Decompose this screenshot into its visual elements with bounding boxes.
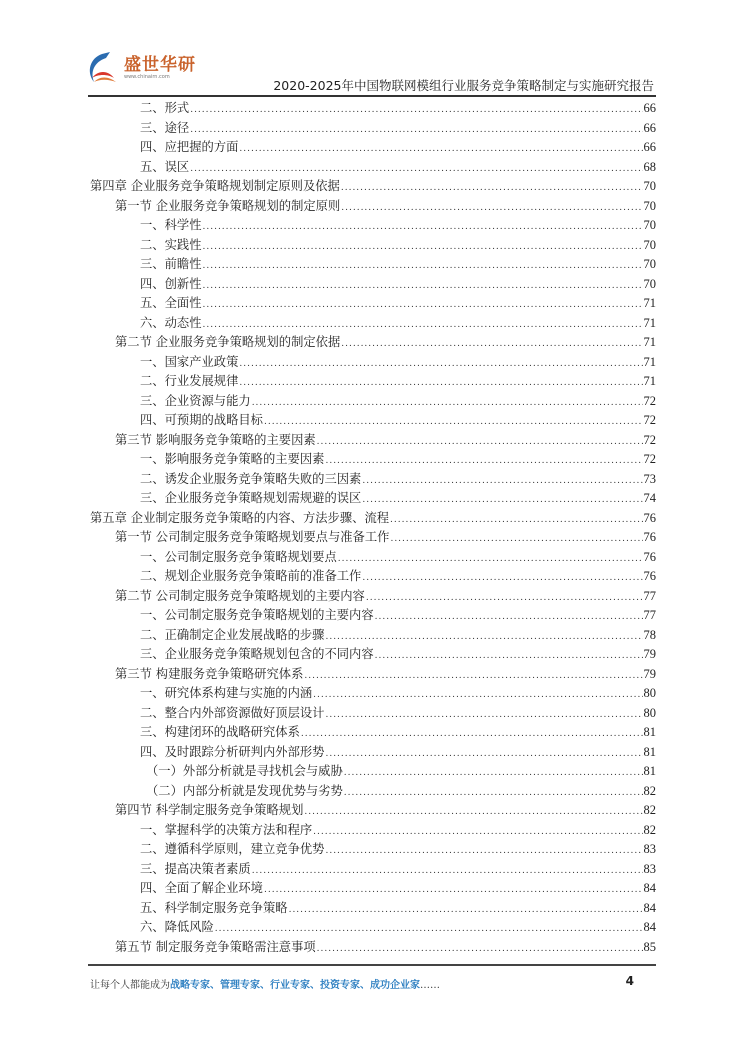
toc-leader-dots (239, 374, 642, 394)
toc-entry-label: （一）外部分析就是寻找机会与威胁 (146, 764, 343, 778)
toc-entry-label: 第一节 公司制定服务竞争策略规划要点与准备工作 (115, 530, 390, 544)
toc-entry-label: 六、动态性 (140, 315, 202, 330)
toc-entry-page: 66 (643, 120, 656, 135)
toc-leader-dots (252, 394, 643, 414)
toc-entry-page: 76 (643, 530, 656, 544)
toc-entry-label: 四、全面了解企业环境 (140, 881, 263, 895)
toc-entry[interactable] (90, 938, 656, 958)
toc-entry-label: 第二节 公司制定服务竞争策略规划的主要内容 (115, 588, 365, 603)
toc-entry-page: 70 (643, 198, 656, 213)
header-divider (88, 95, 656, 97)
toc-entry-label: 二、诱发企业服务竞争策略失败的三因素 (140, 471, 362, 486)
toc-entry-page: 81 (643, 744, 656, 759)
slogan-highlight: 战略专家、管理专家、行业专家、投资专家、成功企业家 (170, 980, 420, 991)
toc-entry-label: 二、规划企业服务竞争策略前的准备工作 (140, 569, 362, 583)
toc-entry[interactable] (90, 879, 656, 899)
toc-entry-label: 五、误区 (140, 159, 190, 174)
toc-entry[interactable] (90, 294, 656, 314)
toc-entry-page: 80 (643, 686, 656, 700)
logo-text: 盛世华研 (124, 55, 196, 75)
toc-entry-page: 72 (643, 393, 656, 408)
toc-leader-dots (362, 569, 642, 589)
toc-entry[interactable] (90, 392, 656, 412)
toc-entry-page: 83 (643, 842, 656, 856)
toc-entry[interactable] (90, 275, 656, 295)
toc-entry-page: 70 (643, 179, 656, 193)
toc-entry[interactable] (90, 704, 656, 724)
toc-leader-dots (317, 433, 643, 453)
toc-entry-label: 第三节 影响服务竞争策略的主要因素 (115, 432, 316, 447)
toc-entry-page: 71 (643, 354, 656, 369)
toc-entry-page: 84 (643, 900, 656, 915)
toc-leader-dots (203, 257, 643, 277)
toc-entry[interactable] (90, 509, 656, 529)
toc-entry[interactable] (90, 255, 656, 275)
toc-entry-page: 78 (643, 627, 656, 642)
toc-entry[interactable] (90, 353, 656, 373)
toc-entry-label: 一、影响服务竞争策略的主要因素 (140, 452, 325, 466)
toc-entry[interactable] (90, 899, 656, 919)
slogan-suffix: …… (420, 980, 440, 991)
toc-leader-dots (375, 647, 643, 667)
toc-leader-dots (203, 238, 643, 258)
toc-entry-page: 70 (643, 257, 656, 271)
toc-entry-label: 一、国家产业政策 (140, 354, 239, 369)
toc-leader-dots (190, 101, 642, 121)
toc-leader-dots (341, 199, 642, 219)
toc-entry-page: 71 (643, 296, 656, 310)
toc-leader-dots (190, 121, 642, 141)
toc-entry-page: 81 (643, 764, 656, 778)
toc-entry-page: 79 (643, 647, 656, 661)
toc-leader-dots (325, 452, 642, 472)
toc-entry[interactable] (90, 158, 656, 178)
toc-entry[interactable] (90, 197, 656, 217)
toc-leader-dots (313, 686, 642, 706)
toc-entry[interactable] (90, 645, 656, 665)
toc-entry[interactable] (90, 821, 656, 841)
toc-entry[interactable] (90, 431, 656, 451)
toc-entry[interactable] (90, 567, 656, 587)
toc-entry-label: 一、研究体系构建与实施的内涵 (140, 686, 313, 700)
toc-entry-page: 82 (643, 822, 656, 837)
toc-entry-page: 66 (643, 140, 656, 154)
toc-leader-dots (390, 511, 642, 531)
toc-entry[interactable] (90, 801, 656, 821)
toc-entry-page: 79 (643, 666, 656, 681)
toc-entry-label: 四、可预期的战略目标 (140, 413, 263, 427)
toc-entry-label: 第四章 企业服务竞争策略规划制定原则及依据 (90, 179, 340, 193)
toc-entry-page: 66 (643, 101, 656, 115)
toc-entry-label: 第五节 制定服务竞争策略需注意事项 (115, 939, 316, 954)
toc-entry[interactable] (90, 782, 656, 802)
toc-entry-label: 一、科学性 (140, 218, 202, 232)
toc-entry[interactable] (90, 138, 656, 158)
toc-entry-page: 82 (643, 783, 656, 798)
toc-leader-dots (362, 472, 642, 492)
toc-leader-dots (304, 667, 642, 687)
toc-leader-dots (362, 491, 642, 511)
toc-entry[interactable] (90, 684, 656, 704)
toc-leader-dots (264, 881, 643, 901)
toc-leader-dots (366, 589, 643, 609)
document-title: 2020-2025年中国物联网模组行业服务竞争策略制定与实施研究报告 (273, 78, 654, 93)
footer-divider (88, 964, 656, 966)
toc-leader-dots (301, 725, 643, 745)
toc-entry[interactable] (90, 528, 656, 548)
toc-entry[interactable] (90, 450, 656, 470)
toc-entry-label: 二、整合内外部资源做好顶层设计 (140, 705, 325, 720)
toc-entry-page: 70 (643, 276, 656, 291)
toc-entry-label: 第三节 构建服务竞争策略研究体系 (115, 666, 304, 681)
toc-leader-dots (344, 784, 643, 804)
toc-entry-label: （二）内部分析就是发现优势与劣势 (146, 783, 343, 798)
toc-leader-dots (325, 842, 642, 862)
toc-entry-label: 二、正确制定企业发展战略的步骤 (140, 627, 325, 642)
toc-entry-page: 84 (643, 920, 656, 934)
toc-entry-page: 71 (643, 315, 656, 330)
toc-leader-dots (203, 277, 643, 297)
slogan-prefix: 让每个人都能成为 (90, 980, 170, 991)
toc-entry[interactable] (90, 606, 656, 626)
toc-entry-label: 第四节 科学制定服务竞争策略规划 (115, 803, 304, 817)
toc-entry[interactable] (90, 918, 656, 938)
toc-entry[interactable] (90, 587, 656, 607)
toc-entry-page: 70 (643, 218, 656, 232)
toc-entry-label: 四、应把握的方面 (140, 140, 239, 154)
toc-entry-label: 二、行业发展规律 (140, 374, 239, 388)
toc-entry-page: 81 (643, 725, 656, 739)
toc-entry[interactable] (90, 723, 656, 743)
toc-entry-page: 70 (643, 237, 656, 252)
toc-entry[interactable] (90, 333, 656, 353)
toc-entry-page: 68 (643, 159, 656, 174)
toc-entry-page: 73 (643, 471, 656, 486)
toc-entry[interactable] (90, 665, 656, 685)
toc-entry-label: 三、企业服务竞争策略规划需规避的误区 (140, 491, 362, 505)
toc-entry[interactable] (90, 489, 656, 509)
toc-entry-label: 五、全面性 (140, 296, 202, 310)
toc-entry-page: 77 (643, 608, 656, 622)
toc-leader-dots (289, 901, 643, 921)
toc-leader-dots (341, 179, 643, 199)
toc-entry[interactable] (90, 99, 656, 119)
toc-entry-page: 82 (643, 803, 656, 817)
toc-leader-dots (344, 764, 643, 784)
toc-entry[interactable] (90, 860, 656, 880)
toc-leader-dots (264, 413, 643, 433)
toc-entry[interactable] (90, 840, 656, 860)
toc-entry-label: 五、科学制定服务竞争策略 (140, 900, 288, 915)
toc-entry-page: 76 (643, 569, 656, 583)
toc-entry[interactable] (90, 236, 656, 256)
toc-leader-dots (239, 140, 642, 160)
table-of-contents (90, 99, 656, 957)
toc-entry-label: 三、企业资源与能力 (140, 393, 251, 408)
toc-entry-label: 二、实践性 (140, 237, 202, 252)
toc-entry-page: 76 (643, 510, 656, 525)
toc-entry[interactable] (90, 372, 656, 392)
toc-entry[interactable] (90, 743, 656, 763)
toc-leader-dots (203, 296, 643, 316)
toc-entry-label: 四、创新性 (140, 276, 202, 291)
toc-leader-dots (375, 608, 643, 628)
toc-entry-page: 76 (643, 549, 656, 564)
toc-entry[interactable] (90, 119, 656, 139)
toc-leader-dots (341, 335, 642, 355)
toc-entry-page: 72 (643, 413, 656, 427)
toc-entry[interactable] (90, 411, 656, 431)
toc-entry-label: 四、及时跟踪分析研判内外部形势 (140, 744, 325, 759)
toc-entry-label: 三、途径 (140, 120, 190, 135)
toc-entry-page: 84 (643, 881, 656, 895)
toc-entry[interactable] (90, 177, 656, 197)
toc-entry-page: 85 (643, 939, 656, 954)
toc-entry-label: 一、掌握科学的决策方法和程序 (140, 822, 313, 837)
toc-entry[interactable] (90, 216, 656, 236)
page-number: 4 (625, 974, 634, 988)
toc-entry[interactable] (90, 314, 656, 334)
toc-entry-label: 一、公司制定服务竞争策略规划的主要内容 (140, 608, 374, 622)
toc-entry-label: 第二节 企业服务竞争策略规划的制定依据 (115, 335, 341, 349)
toc-entry-page: 71 (643, 335, 656, 349)
toc-entry[interactable] (90, 762, 656, 782)
toc-entry-page: 77 (643, 588, 656, 603)
toc-entry-label: 三、前瞻性 (140, 257, 202, 271)
toc-entry-label: 三、构建闭环的战略研究体系 (140, 725, 300, 739)
toc-leader-dots (317, 940, 643, 960)
toc-entry-page: 72 (643, 452, 656, 466)
toc-entry-page: 71 (643, 374, 656, 388)
toc-entry-label: 二、形式 (140, 101, 190, 115)
toc-leader-dots (325, 706, 642, 726)
toc-entry-label: 三、提高决策者素质 (140, 861, 251, 876)
toc-entry[interactable] (90, 548, 656, 568)
toc-entry-page: 72 (643, 432, 656, 447)
toc-leader-dots (304, 803, 642, 823)
toc-leader-dots (203, 218, 643, 238)
toc-entry[interactable] (90, 470, 656, 490)
toc-entry[interactable] (90, 626, 656, 646)
logo-url: www.chinairn.com (124, 74, 170, 80)
toc-leader-dots (313, 823, 642, 843)
toc-entry-label: 三、企业服务竞争策略规划包含的不同内容 (140, 647, 374, 661)
toc-leader-dots (239, 355, 642, 375)
toc-entry-label: 一、公司制定服务竞争策略规划要点 (140, 549, 337, 564)
toc-entry-page: 74 (643, 491, 656, 505)
toc-entry-label: 第一节 企业服务竞争策略规划的制定原则 (115, 198, 341, 213)
toc-entry-label: 六、降低风险 (140, 920, 214, 934)
toc-leader-dots (252, 862, 643, 882)
toc-entry-label: 二、遵循科学原则，建立竞争优势 (140, 842, 325, 856)
toc-leader-dots (325, 745, 642, 765)
toc-entry-page: 80 (643, 705, 656, 720)
footer-slogan (90, 976, 440, 991)
toc-leader-dots (338, 550, 643, 570)
toc-entry-page: 83 (643, 861, 656, 876)
toc-leader-dots (390, 530, 642, 550)
toc-entry-label: 第五章 企业制定服务竞争策略的内容、方法步骤、流程 (90, 510, 390, 525)
